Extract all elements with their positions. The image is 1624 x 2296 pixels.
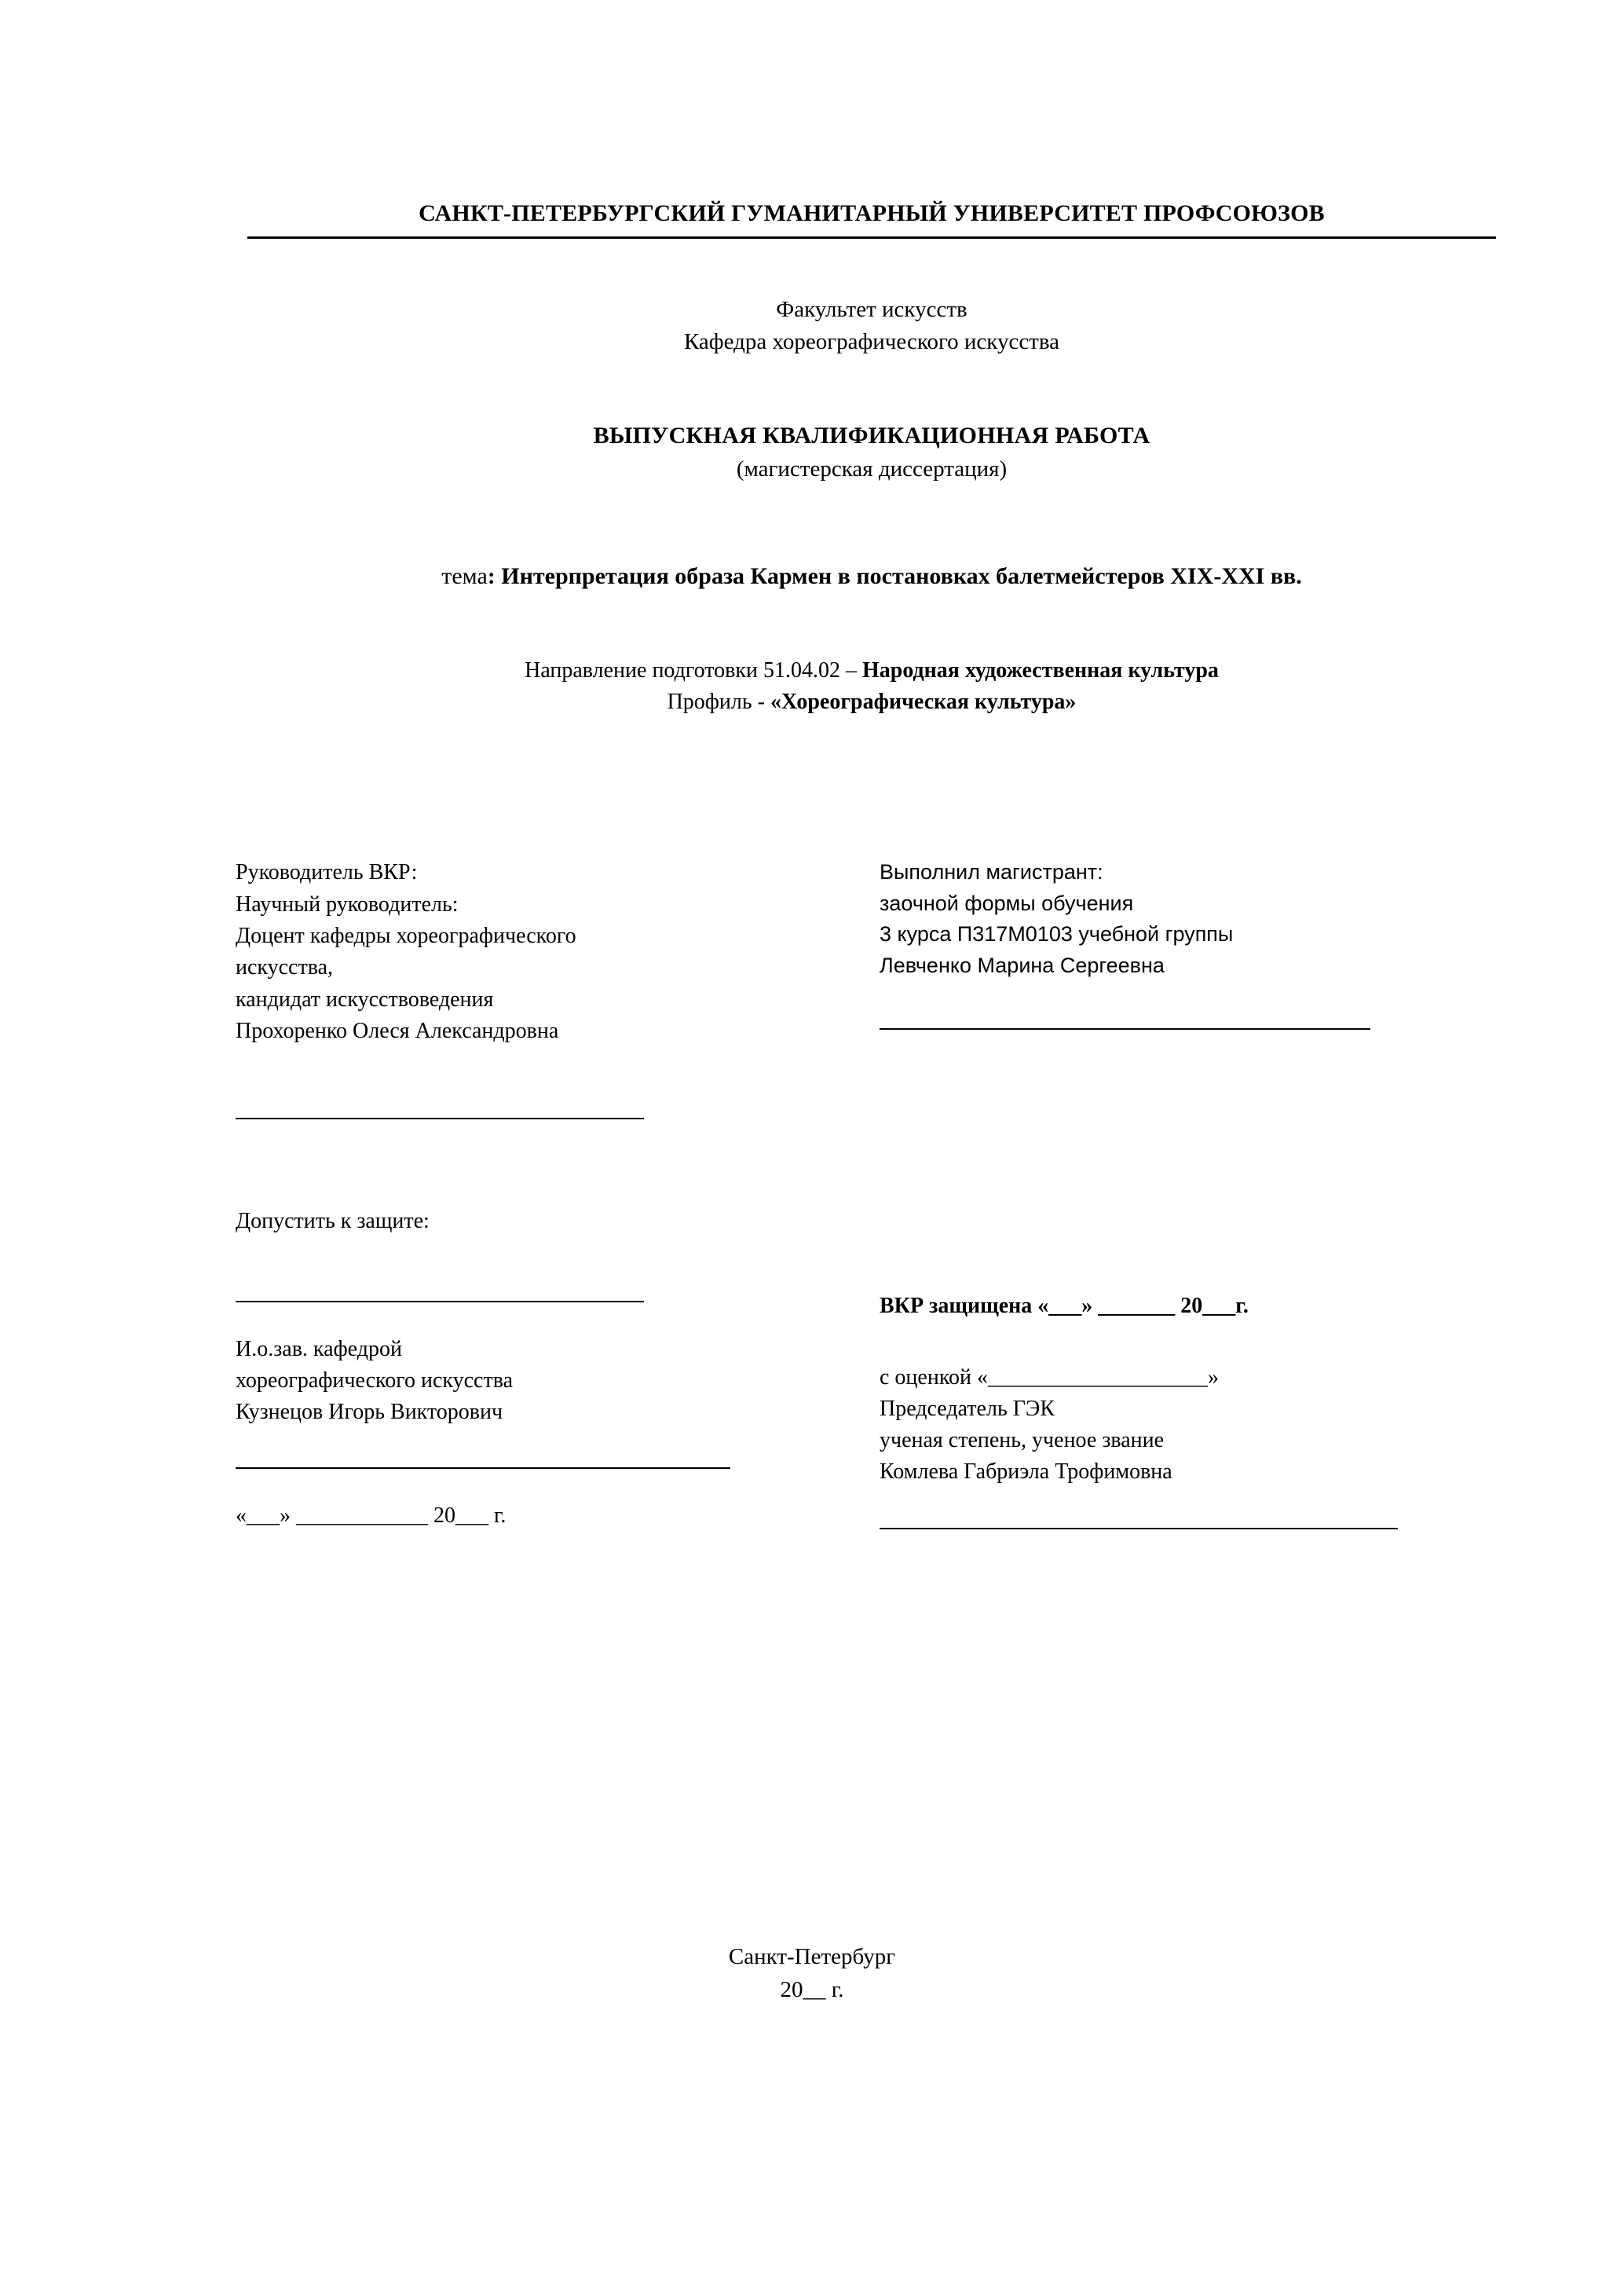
- defense-title: ВКР защищена «___» _______ 20___г.: [880, 1294, 1249, 1319]
- student-line-1: Выполнил магистрант:: [880, 860, 1103, 884]
- admission-date-line: «___» ____________ 20___ г.: [236, 1503, 507, 1529]
- department-name: Кафедра хореографического искусства: [683, 329, 1060, 355]
- footer-year: 20__ г.: [780, 1977, 844, 2003]
- theme-separator: :: [487, 563, 502, 590]
- faculty-name: Факультет искусств: [776, 297, 967, 322]
- admission-position-line-2: хореографического искусства: [236, 1368, 513, 1393]
- university-header: САНКТ-ПЕТЕРБУРГСКИЙ ГУМАНИТАРНЫЙ УНИВЕРСИТЕТ ПРОФСОЮЗОВ: [247, 200, 1496, 239]
- defense-chair-signature-line: [880, 1528, 1398, 1529]
- defense-column: [864, 1206, 1508, 1529]
- direction-block: [236, 655, 1508, 720]
- admission-column: [236, 1206, 864, 1532]
- defense-chair-degree: ученая степень, ученое звание: [880, 1428, 1165, 1453]
- admission-signature-line: [236, 1301, 644, 1302]
- admission-position-line-1: И.о.зав. кафедрой: [236, 1336, 402, 1361]
- defense-chair-name: Комлева Габриэла Трофимовна: [880, 1459, 1172, 1485]
- work-type-title: ВЫПУСКНАЯ КВАЛИФИКАЦИОННАЯ РАБОТА: [593, 423, 1150, 449]
- direction-prefix: Направление подготовки 51.04.02 –: [525, 657, 862, 683]
- defense-chair-label: Председатель ГЭК: [880, 1396, 1055, 1421]
- faculty-block: [236, 294, 1508, 358]
- signature-area: [236, 857, 1508, 1532]
- supervisor-line-5: кандидат искусствоведения: [236, 987, 494, 1012]
- theme-block: [236, 555, 1508, 599]
- supervisor-line-3: Доцент кафедры хореографического: [236, 923, 576, 948]
- supervisor-line-1: Руководитель ВКР:: [236, 860, 418, 885]
- work-type-subtitle: (магистерская диссертация): [736, 456, 1008, 482]
- supervisor-line-2: Научный руководитель:: [236, 892, 459, 917]
- student-line-3: 3 курса П317М0103 учебной группы: [880, 922, 1234, 947]
- work-type-block: [236, 419, 1508, 485]
- student-name: Левченко Марина Сергеевна: [880, 953, 1165, 977]
- profile-name: «Хореографическая культура»: [770, 690, 1077, 715]
- page-content: [236, 200, 1508, 1532]
- defense-spacer: [880, 1206, 1508, 1291]
- footer-block: [0, 1940, 1624, 2007]
- student-column: [864, 857, 1508, 1030]
- direction-line: [236, 655, 1508, 687]
- supervisor-name: Прохоренко Олеся Александровна: [236, 1018, 559, 1043]
- admission-row: [236, 1206, 1508, 1532]
- student-signature-line: [880, 1028, 1370, 1030]
- admission-label: Допустить к защите:: [236, 1209, 430, 1234]
- footer-city: Санкт-Петербург: [728, 1944, 896, 1969]
- student-line-2: заочной формы обучения: [880, 891, 1134, 915]
- admission-head-name: Кузнецов Игорь Викторович: [236, 1400, 503, 1425]
- supervisor-signature-line: [236, 1118, 644, 1119]
- profile-line: [236, 687, 1508, 719]
- theme-title: Интерпретация образа Кармен в постановках балетмейстеров XIX-XXI вв.: [501, 563, 1302, 590]
- direction-name: Народная художественная культура: [861, 657, 1219, 683]
- theme-label: тема: [441, 563, 488, 590]
- admission-head-signature-line: [236, 1467, 730, 1469]
- profile-prefix: Профиль -: [667, 690, 770, 715]
- supervisor-line-4: искусства,: [236, 955, 333, 980]
- supervisor-student-row: [236, 857, 1508, 1119]
- defense-grade: с оценкой «____________________»: [880, 1364, 1219, 1390]
- supervisor-column: [236, 857, 864, 1119]
